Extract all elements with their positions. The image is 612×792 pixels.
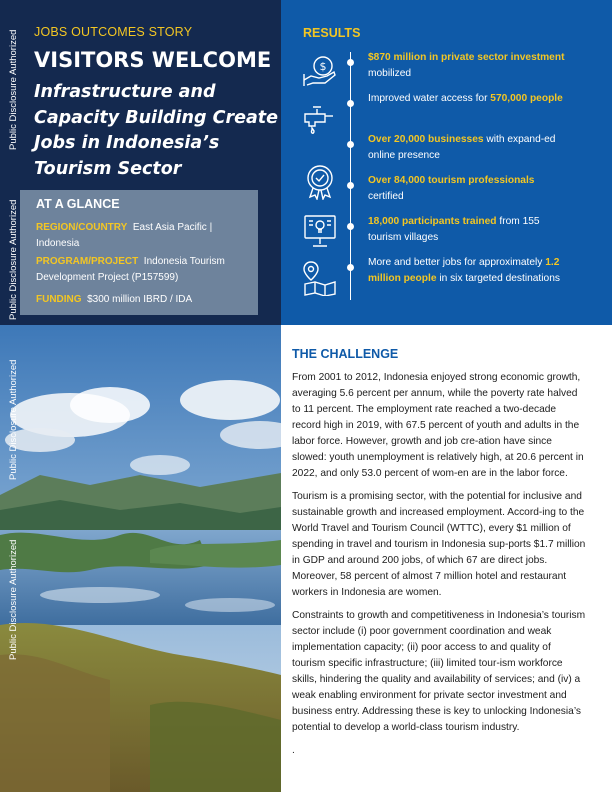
result-highlight: 570,000 people: [490, 93, 563, 104]
result-highlight: $870 million in private sector investment: [368, 52, 565, 63]
money-hand-icon: [301, 52, 339, 90]
timeline-dot: [347, 100, 354, 107]
training-board-icon: [301, 212, 339, 250]
challenge-section: [281, 325, 612, 792]
region-label: REGION/COUNTRY: [36, 222, 128, 233]
landscape-image: [0, 325, 281, 792]
timeline-dot: [347, 59, 354, 66]
result-text: mobilized: [368, 68, 412, 79]
certified-badge-icon: [301, 162, 339, 200]
result-text: More and better jobs for approximately: [368, 257, 546, 268]
result-text: in six targeted destinations: [436, 273, 560, 284]
result-highlight: Over 20,000 businesses: [368, 134, 484, 145]
result-highlight: Over 84,000 tourism professionals: [368, 175, 535, 186]
funding-label: FUNDING: [36, 294, 82, 305]
region-value: East Asia Pacific | Indonesia: [36, 222, 213, 249]
result-item: [368, 173, 568, 205]
challenge-paragraph: From 2001 to 2012, Indonesia enjoyed strong economic growth, averaging 5.6 percent per annum, while the poverty rate halved to 11 percent. The employment rate reached a two-decade record high in 2019, with 67.5 percent of youth and adults in the labor force. However, growth and job cre-ation have since slowed: youth unemployment is relatively high, at 20.6 percent in 2022, and only 53.0 percent of wom-en are in the labor force.: [292, 372, 584, 479]
challenge-paragraph: Constraints to growth and competitiveness in Indonesia’s tourism sector include (i) poor government coordination and weak implementation capacity; (ii) poor access to and quality of tourism specific infrastructure; (iii) limited tour-ism workforce skills, hindering the quality and availability of services; and (iv) a weak enabling environment for private sector investment and business entry. Addressing these is key to unlocking Indonesia’s potential to develop a world-class tourism industry.: [292, 610, 586, 733]
program-label: PROGRAM/PROJECT: [36, 256, 139, 267]
timeline-dot: [347, 182, 354, 189]
glance-body: [36, 220, 250, 308]
disclosure-watermark: Public Disclosure Authorized: [8, 199, 19, 320]
funding-value: $300 million IBRD / IDA: [87, 294, 193, 305]
map-pin-icon: [301, 258, 339, 296]
at-a-glance-box: [20, 190, 258, 315]
results-timeline: [350, 52, 351, 300]
svg-text:$: $: [319, 60, 327, 73]
program-value: Indonesia Tourism Development Project (P157599): [36, 256, 225, 283]
results-panel: [281, 0, 612, 325]
timeline-dot: [347, 264, 354, 271]
result-text: Improved water access for: [368, 93, 491, 104]
lake-landscape-photo: [0, 325, 281, 792]
challenge-paragraph: .: [292, 745, 295, 756]
result-highlight: 1.2 million people: [368, 257, 560, 284]
results-title: RESULTS: [303, 26, 361, 40]
water-tap-icon: [301, 100, 339, 138]
page-subtitle: Infrastructure and Capacity Building Create Jobs in Indonesia’s Tourism Sector: [34, 82, 279, 179]
disclosure-watermark: Public Disclosure Authorized: [8, 539, 19, 660]
disclosure-watermark: Public Disclosure Authorized: [8, 29, 19, 150]
result-item: [368, 255, 568, 287]
timeline-dot: [347, 141, 354, 148]
story-eyebrow: JOBS OUTCOMES STORY: [34, 25, 193, 39]
result-text: with expand-ed online presence: [368, 134, 556, 161]
result-item: [368, 214, 548, 246]
glance-title: AT A GLANCE: [36, 197, 120, 211]
challenge-body: [292, 370, 586, 766]
disclosure-watermark: Public Disclosure Authorized: [8, 359, 19, 480]
result-item: [368, 91, 568, 107]
result-highlight: 18,000 participants trained: [368, 216, 497, 227]
challenge-paragraph: Tourism is a promising sector, with the potential for inclusive and sustainable growth and increased employment. Accord-ing to the World Travel and Tourism Council (WTTC), every $1 million of spending in travel and tourism in Indonesia sup-ports $1.7 million in GDP and around 200 jobs, of which 67 are direct jobs. Moreover, 58 percent of almost 7 million hotel and restaurant workers in Indonesia are women.: [292, 491, 586, 598]
title-panel: [0, 0, 281, 325]
page-title: VISITORS WELCOME: [34, 48, 272, 72]
challenge-title: THE CHALLENGE: [292, 347, 399, 361]
result-text: certified: [368, 191, 404, 202]
result-text: from 155 tourism villages: [368, 216, 540, 243]
result-item: [368, 132, 558, 164]
result-item: [368, 50, 568, 82]
timeline-dot: [347, 223, 354, 230]
